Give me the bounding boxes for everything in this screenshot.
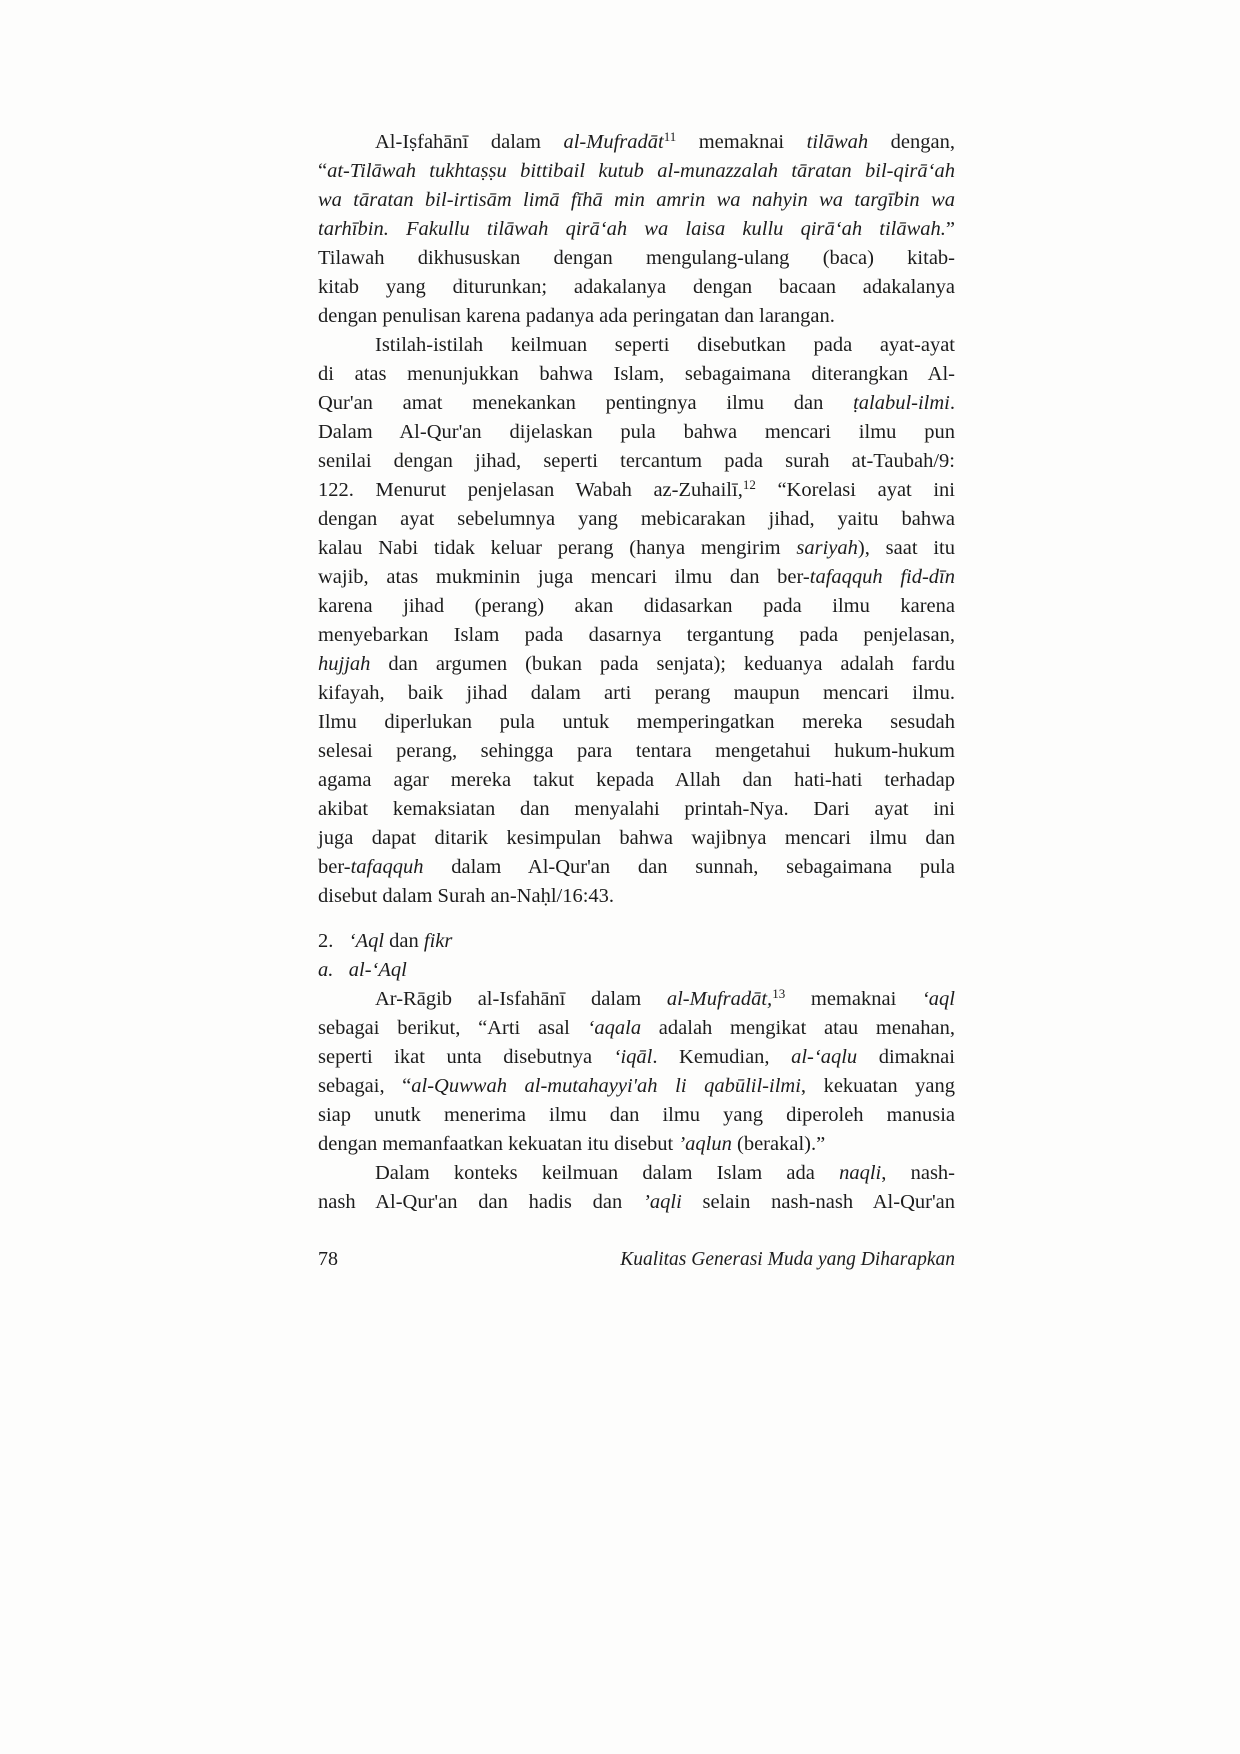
body-text: Al-Iṣfahānī dalam <box>375 131 564 153</box>
body-text: 2. <box>318 930 349 952</box>
body-text: ” <box>945 218 955 240</box>
body-text: Ar-Rāgib al-Isfahānī dalam <box>375 988 667 1010</box>
text-line <box>318 331 955 360</box>
text-line <box>318 1043 955 1072</box>
body-text: nash Al-Qur'an dan hadis dan <box>318 1191 644 1213</box>
paragraph <box>318 331 955 911</box>
text-line <box>318 1130 955 1159</box>
text-line <box>318 679 955 708</box>
body-text: sebagai, “ <box>318 1075 412 1097</box>
body-text: memaknai <box>785 988 922 1010</box>
text-line <box>318 360 955 389</box>
text-line <box>318 795 955 824</box>
italic-text: hujjah <box>318 653 371 675</box>
body-text: dengan ayat sebelumnya yang mebicarakan jihad, yaitu bahwa <box>318 508 955 530</box>
italic-text: ‘aql <box>921 988 955 1010</box>
text-line <box>318 563 955 592</box>
body-text: ), saat itu <box>857 537 955 559</box>
body-text: Dalam Al-Qur'an dijelaskan pula bahwa mencari ilmu pun <box>318 421 955 443</box>
text-line <box>318 505 955 534</box>
text-line <box>318 534 955 563</box>
body-text: Dalam konteks keilmuan dalam Islam ada <box>375 1162 840 1184</box>
text-line <box>318 824 955 853</box>
italic-text: a. <box>318 959 334 981</box>
paragraph <box>318 985 955 1159</box>
body-text <box>333 959 348 981</box>
text-line <box>318 273 955 302</box>
body-text: karena jihad (perang) akan didasarkan pada ilmu karena <box>318 595 955 617</box>
text-line <box>318 853 955 882</box>
page-number: 78 <box>318 1248 338 1270</box>
text-line <box>318 418 955 447</box>
italic-text: ‘iqāl <box>613 1046 653 1068</box>
text-line <box>318 708 955 737</box>
body-text: dengan memanfaatkan kekuatan itu disebut <box>318 1133 679 1155</box>
italic-text: tilāwah <box>806 131 869 153</box>
body-text: . <box>949 392 955 414</box>
text-line <box>318 215 955 244</box>
body-text: kifayah, baik jihad dalam arti perang maupun mencari ilmu. <box>318 682 955 704</box>
italic-text: fikr <box>423 930 453 952</box>
body-text: agama agar mereka takut kepada Allah dan hati-hati terhadap <box>318 769 955 791</box>
italic-text: ‘aqala <box>587 1017 642 1039</box>
text-line <box>318 650 955 679</box>
text-line <box>318 882 955 911</box>
italic-text: at-Tilāwah tukhtaṣṣu bittibail kutub al-munazzalah tāratan bil-qirā‘ah <box>327 160 955 182</box>
text-line <box>318 447 955 476</box>
body-text: sebagai berikut, “Arti asal <box>318 1017 588 1039</box>
text-line <box>318 186 955 215</box>
body-text: , nash- <box>881 1162 955 1184</box>
italic-text: naqli <box>839 1162 882 1184</box>
body-text: Tilawah dikhususkan dengan mengulang-ulang (baca) kitab- <box>318 247 955 269</box>
italic-text: ’aqlun <box>678 1133 732 1155</box>
text-line <box>318 956 955 985</box>
footer <box>318 1248 955 1271</box>
body-text: kalau Nabi tidak keluar perang (hanya mengirim <box>318 537 797 559</box>
text-line <box>318 476 955 505</box>
italic-text: wa tāratan bil-irtisām limā fīhā min amrin wa nahyin wa targībin wa <box>318 189 955 211</box>
section-heading <box>318 927 955 985</box>
text-line <box>318 1014 955 1043</box>
body-text: 122. Menurut penjelasan Wabah az-Zuhailī, <box>318 479 743 501</box>
italic-text: al-Mufradāt <box>563 131 664 153</box>
italic-text: ‘Aql <box>348 930 385 952</box>
body-text: memaknai <box>676 131 807 153</box>
body-text: wajib, atas mukminin juga mencari ilmu dan ber- <box>318 566 810 588</box>
body-text: dalam Al-Qur'an dan sunnah, sebagaimana pula <box>423 856 955 878</box>
body-text: . Kemudian, <box>652 1046 792 1068</box>
footnote-reference: 12 <box>742 477 756 492</box>
body-text: menyebarkan Islam pada dasarnya tergantung pada penjelasan, <box>318 624 955 646</box>
text-line <box>318 766 955 795</box>
text-line <box>318 1159 955 1188</box>
body-text: kitab yang diturunkan; adakalanya dengan bacaan adakalanya <box>318 276 955 298</box>
body-text: dengan, <box>868 131 955 153</box>
text-line <box>318 592 955 621</box>
text-line <box>318 1072 955 1101</box>
body-text: Ilmu diperlukan pula untuk memperingatkan mereka sesudah <box>318 711 955 733</box>
body-text: senilai dengan jihad, seperti tercantum pada surah at-Taubah/9: <box>318 450 955 472</box>
text-line <box>318 302 955 331</box>
text-block <box>318 128 955 1217</box>
body-text: siap unutk menerima ilmu dan ilmu yang diperoleh manusia <box>318 1104 955 1126</box>
body-text: Istilah-istilah keilmuan seperti disebutkan pada ayat-ayat <box>375 334 955 356</box>
text-line <box>318 244 955 273</box>
text-line <box>318 389 955 418</box>
body-text: dengan penulisan karena padanya ada peringatan dan larangan. <box>318 305 835 327</box>
italic-text: tafaqquh <box>350 856 424 878</box>
paragraph <box>318 1159 955 1217</box>
body-text: (berakal).” <box>731 1133 826 1155</box>
text-line <box>318 1101 955 1130</box>
text-line <box>318 737 955 766</box>
body-text: ber- <box>318 856 351 878</box>
body-text: , kekuatan yang <box>800 1075 955 1097</box>
italic-text: ṭalabul-ilmi <box>853 392 950 414</box>
body-text: selain nash-nash Al-Qur'an <box>681 1191 956 1213</box>
footnote-reference: 13 <box>772 986 786 1001</box>
body-text: Qur'an amat menekankan pentingnya ilmu dan <box>318 392 854 414</box>
paragraph <box>318 128 955 331</box>
body-text: di atas menunjukkan bahwa Islam, sebagaimana diterangkan Al- <box>318 363 955 385</box>
body-text: selesai perang, sehingga para tentara mengetahui hukum-hukum <box>318 740 955 762</box>
body-text: adalah mengikat atau menahan, <box>641 1017 955 1039</box>
italic-text: al-‘aqlu <box>791 1046 858 1068</box>
running-title: Kualitas Generasi Muda yang Diharapkan <box>620 1249 955 1270</box>
text-line <box>318 927 955 956</box>
body-text: “Korelasi ayat ini <box>755 479 955 501</box>
body-text: seperti ikat unta disebutnya <box>318 1046 614 1068</box>
text-line <box>318 128 955 157</box>
body-text: dimaknai <box>857 1046 955 1068</box>
body-text: “ <box>318 160 328 182</box>
italic-text: tafaqquh fid-dīn <box>809 566 955 588</box>
text-line <box>318 157 955 186</box>
italic-text: al-Quwwah al-mutahayyi'ah li qabūlil-ilmi <box>411 1075 801 1097</box>
footnote-reference: 11 <box>663 129 677 144</box>
text-line <box>318 985 955 1014</box>
body-text: akibat kemaksiatan dan menyalahi printah-Nya. Dari ayat ini <box>318 798 955 820</box>
body-text: dan argumen (bukan pada senjata); keduanya adalah fardu <box>370 653 955 675</box>
italic-text: sariyah <box>796 537 858 559</box>
body-text: juga dapat ditarik kesimpulan bahwa wajibnya mencari ilmu dan <box>318 827 955 849</box>
italic-text: tarhībin. Fakullu tilāwah qirā‘ah wa laisa kullu qirā‘ah tilāwah. <box>318 218 946 240</box>
italic-text: ’aqli <box>643 1191 682 1213</box>
text-line <box>318 621 955 650</box>
text-line <box>318 1188 955 1217</box>
italic-text: al-Mufradāt, <box>666 988 773 1010</box>
body-text: dan <box>384 930 424 952</box>
body-text: disebut dalam Surah an-Naḥl/16:43. <box>318 885 615 907</box>
italic-text: al-‘Aql <box>348 959 407 981</box>
